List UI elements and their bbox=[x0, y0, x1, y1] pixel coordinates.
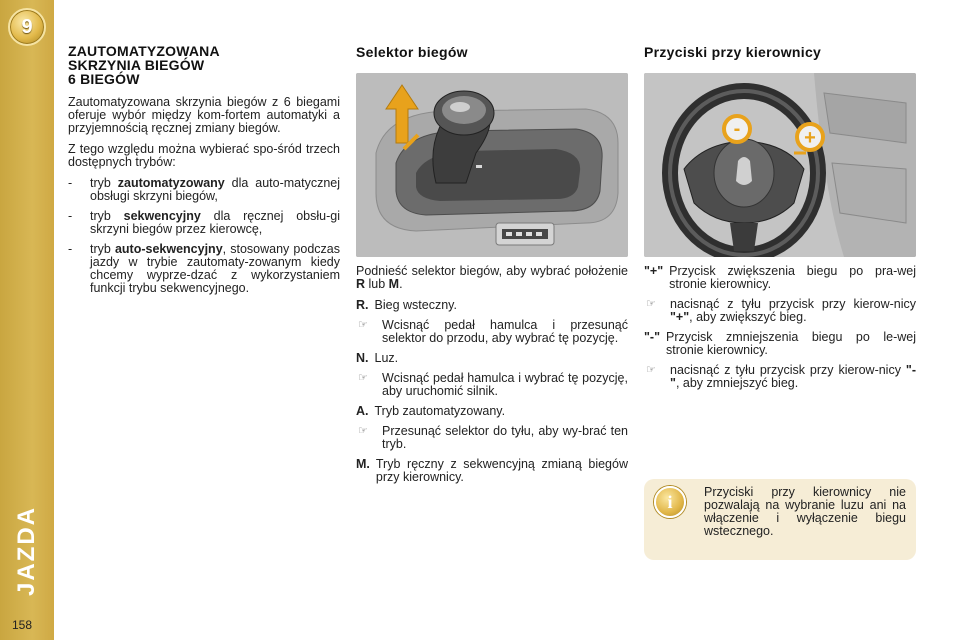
position-entry-a bbox=[356, 405, 628, 418]
steering-paddles-title: Przyciski przy kierownicy bbox=[644, 44, 822, 60]
column-steering-paddles bbox=[644, 44, 916, 397]
instruction-text bbox=[670, 298, 916, 324]
instruction-prefix: nacisnąć z tyłu przycisk przy kierow-nicy bbox=[670, 297, 916, 311]
position-entry-m bbox=[356, 458, 628, 484]
mode-prefix: tryb bbox=[90, 209, 124, 223]
section-label-text: JAZDA bbox=[13, 505, 41, 597]
list-dash: - bbox=[68, 209, 73, 223]
instruction-suffix: , aby zwiększyć bieg. bbox=[689, 310, 807, 324]
plus-paddle-label: + bbox=[804, 127, 816, 149]
info-note-text: Przyciski przy kierownicy nie pozwalają na wybranie luzu ani na włączenie i wyłączenie biegu wstecznego. bbox=[704, 485, 906, 538]
mode-prefix: tryb bbox=[90, 176, 118, 190]
intro-paragraph-2: Z tego względu można wybierać spo-śród trzech dostępnych trybów: bbox=[68, 142, 340, 169]
chapter-number: 9 bbox=[21, 15, 33, 38]
info-icon-glyph: i bbox=[667, 491, 673, 512]
paddle-description: Przycisk zmniejszenia biegu po le-wej stronie kierownicy. bbox=[666, 330, 916, 357]
paddle-entry-minus bbox=[644, 331, 916, 357]
position-description: Tryb ręczny z sekwencyjną zmianą biegów przy kierownicy. bbox=[375, 457, 628, 484]
info-note bbox=[644, 479, 916, 560]
section-label bbox=[4, 505, 50, 597]
info-icon bbox=[654, 486, 686, 518]
section-title-line-1: ZAUTOMATYZOWANA bbox=[68, 43, 220, 59]
mode-name: auto-sekwencyjny bbox=[114, 242, 223, 256]
mode-item-automated bbox=[68, 177, 340, 203]
mode-item-auto-sequential bbox=[68, 243, 340, 295]
instruction-plus bbox=[644, 298, 916, 324]
mode-description: dla ręcznej obsłu-gi skrzyni biegów przez kierowcę, bbox=[90, 209, 340, 236]
gear-selector-title: Selektor biegów bbox=[356, 44, 468, 60]
minus-paddle-label: - bbox=[733, 118, 741, 140]
position-description: Bieg wsteczny. bbox=[374, 298, 457, 312]
instruction-a bbox=[356, 425, 628, 451]
paddle-description: Przycisk zwiększenia biegu po pra-wej stronie kierownicy. bbox=[669, 264, 916, 291]
instruction-prefix: nacisnąć z tyłu przycisk przy kierow-nicy bbox=[670, 363, 906, 377]
position-key: N. bbox=[356, 351, 369, 365]
instruction-text: Przesunąć selektor do tyłu, aby wy-brać ten tryb. bbox=[382, 424, 628, 451]
position-key: M. bbox=[356, 457, 370, 471]
intro-text: Podnieść selektor biegów, aby wybrać położenie bbox=[356, 264, 628, 278]
position-entry-n bbox=[356, 352, 628, 365]
pointing-hand-icon: ☞ bbox=[646, 364, 656, 376]
mode-name: zautomatyzowany bbox=[117, 176, 225, 190]
steering-wheel-illustration bbox=[644, 73, 916, 257]
column-gear-selector bbox=[356, 44, 628, 491]
instruction-text bbox=[670, 364, 916, 390]
mode-text bbox=[90, 243, 340, 295]
gear-selector-illustration bbox=[356, 73, 628, 257]
instruction-n bbox=[356, 372, 628, 398]
pointing-hand-icon: ☞ bbox=[358, 425, 368, 437]
list-dash: - bbox=[68, 242, 73, 256]
list-dash: - bbox=[68, 176, 73, 190]
chapter-number-badge bbox=[8, 8, 46, 46]
intro-connector: lub bbox=[365, 277, 389, 291]
paddle-key: "-" bbox=[644, 330, 661, 344]
paddle-entry-plus bbox=[644, 265, 916, 291]
mode-name: sekwencyjny bbox=[123, 209, 201, 223]
intro-end: . bbox=[399, 277, 403, 291]
gear-selector-drawing bbox=[356, 73, 628, 257]
mode-description: , stosowany podczas jazdy w trybie zautomaty-zowanym kiedy chcemy wyprze-dzać z wykorzystaniem funkcji trybu sekwencyjnego. bbox=[90, 242, 340, 295]
pointing-hand-icon: ☞ bbox=[358, 319, 368, 331]
mode-description: dla auto-matycznej obsługi skrzyni biegów, bbox=[90, 176, 341, 203]
mode-text bbox=[90, 210, 340, 236]
mode-item-sequential bbox=[68, 210, 340, 236]
section-title bbox=[68, 44, 340, 86]
position-m: M bbox=[388, 277, 400, 291]
section-title-line-2: SKRZYNIA BIEGÓW bbox=[68, 57, 205, 73]
instruction-text: Wcisnąć pedał hamulca i przesunąć selektor do przodu, aby wybrać tę pozycję. bbox=[382, 318, 628, 345]
pointing-hand-icon: ☞ bbox=[646, 298, 656, 310]
instruction-minus bbox=[644, 364, 916, 390]
mode-text bbox=[90, 177, 340, 203]
position-description: Luz. bbox=[374, 351, 399, 365]
mode-prefix: tryb bbox=[90, 242, 115, 256]
instruction-text: Wcisnąć pedał hamulca i wybrać tę pozycję, aby uruchomić silnik. bbox=[382, 371, 628, 398]
paddle-key: "+" bbox=[644, 264, 664, 278]
position-description: Tryb zautomatyzowany. bbox=[374, 404, 506, 418]
gear-selector-intro bbox=[356, 265, 628, 291]
page-number: 158 bbox=[12, 618, 33, 632]
position-entry-r bbox=[356, 299, 628, 312]
position-key: R. bbox=[356, 298, 369, 312]
instruction-r bbox=[356, 319, 628, 345]
position-r: R bbox=[356, 277, 366, 291]
section-title-line-3: 6 BIEGÓW bbox=[68, 71, 140, 87]
paddle-symbol: "+" bbox=[670, 310, 690, 324]
paddle-symbol: "-" bbox=[670, 363, 916, 390]
intro-paragraph-1: Zautomatyzowana skrzynia biegów z 6 biegami oferuje wybór między kom-fortem automatyki a przyjemnością ręcznej zmiany biegów. bbox=[68, 95, 340, 135]
position-key: A. bbox=[356, 404, 369, 418]
column-automated-gearbox bbox=[68, 44, 340, 302]
instruction-suffix: , aby zmniejszyć bieg. bbox=[675, 376, 799, 390]
steering-wheel-drawing bbox=[644, 73, 916, 257]
pointing-hand-icon: ☞ bbox=[358, 372, 368, 384]
